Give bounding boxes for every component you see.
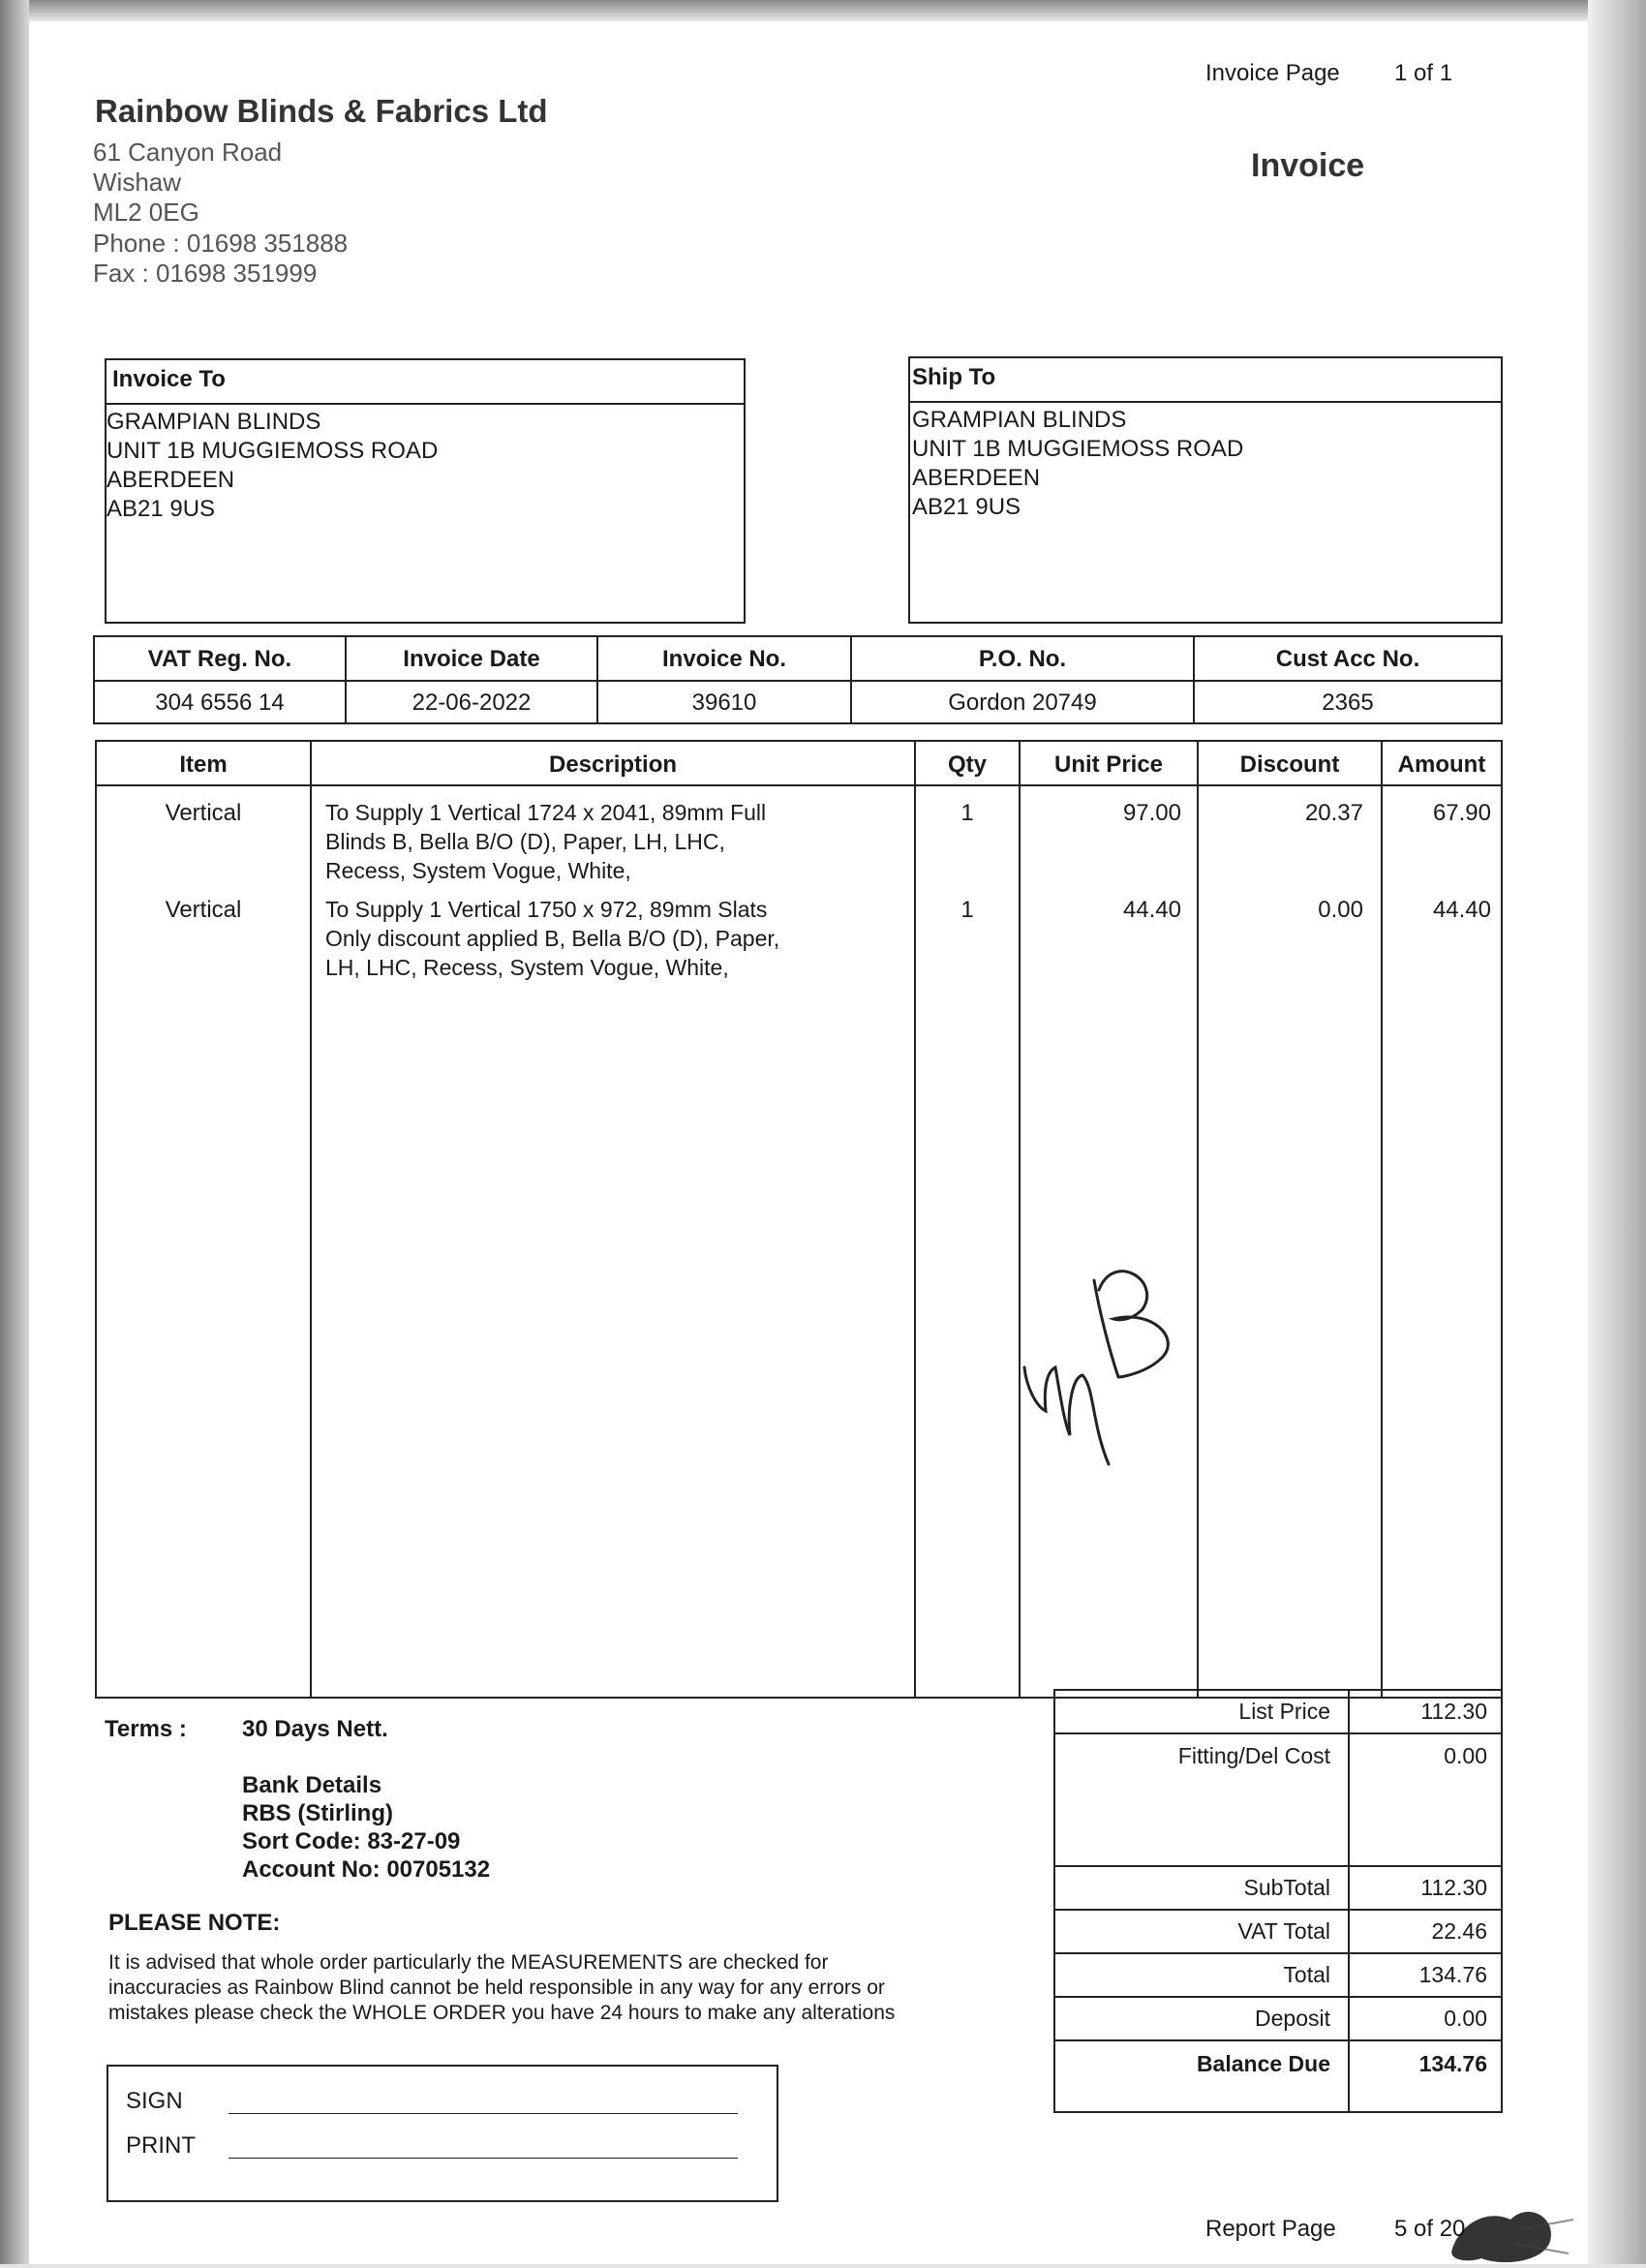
bank-sort-code: Sort Code: 83-27-09 <box>242 1828 461 1854</box>
vat-total-value: 22.46 <box>1431 1918 1487 1944</box>
terms-value: 30 Days Nett. <box>242 1716 388 1742</box>
col-header-description: Description <box>548 751 678 778</box>
report-page-value: 5 of 20 <box>1394 2216 1466 2242</box>
sign-label: SIGN <box>126 2088 183 2114</box>
please-note-line-3: mistakes please check the WHOLE ORDER you have 24 hours to make any alterations <box>108 2002 896 2024</box>
col-header-qty: Qty <box>947 751 987 778</box>
col-header-amount: Amount <box>1397 751 1486 778</box>
invoice-meta-table <box>93 635 1503 724</box>
row-2-desc-1: To Supply 1 Vertical 1750 x 972, 89mm Slats <box>325 897 768 922</box>
page-label: Invoice Page <box>1205 60 1340 86</box>
row-2-item: Vertical <box>165 897 242 923</box>
ship-to-line-1: GRAMPIAN BLINDS <box>912 407 1127 433</box>
row-1-desc-1: To Supply 1 Vertical 1724 x 2041, 89mm Full <box>325 800 767 825</box>
handwritten-initials-signature <box>1017 1232 1201 1484</box>
ship-to-line-2: UNIT 1B MUGGIEMOSS ROAD <box>912 436 1244 462</box>
please-note-line-2: inaccuracies as Rainbow Blind cannot be held responsible in any way for any errors or <box>108 1977 885 1999</box>
ink-smudge <box>1423 2191 1578 2268</box>
invoice-to-line-3: ABERDEEN <box>107 467 235 493</box>
please-note-line-1: It is advised that whole order particularly the MEASUREMENTS are checked for <box>108 1951 829 1974</box>
meta-header-cust-acc: Cust Acc No. <box>1275 646 1420 672</box>
bank-name: RBS (Stirling) <box>242 1800 393 1826</box>
row-1-amount: 67.90 <box>1432 800 1491 826</box>
invoice-to-header: Invoice To <box>112 366 226 392</box>
col-header-item: Item <box>179 751 228 778</box>
list-price-label: List Price <box>1238 1699 1330 1724</box>
meta-value-cust-acc: 2365 <box>1322 690 1374 716</box>
deposit-label: Deposit <box>1255 2006 1330 2031</box>
col-header-discount: Discount <box>1239 751 1340 778</box>
print-label: PRINT <box>126 2132 196 2159</box>
document-title: Invoice <box>1251 147 1365 184</box>
list-price-value: 112.30 <box>1420 1699 1487 1724</box>
ship-to-box <box>908 356 1503 624</box>
company-phone: Phone : 01698 351888 <box>93 229 349 258</box>
subtotal-label: SubTotal <box>1243 1875 1330 1900</box>
sign-print-box <box>107 2065 778 2202</box>
line-items-table <box>95 740 1503 1699</box>
company-address-1: 61 Canyon Road <box>93 138 283 167</box>
terms-label: Terms : <box>105 1716 187 1742</box>
meta-header-vat: VAT Reg. No. <box>147 646 292 672</box>
row-2-desc-2: Only discount applied B, Bella B/O (D), Paper, <box>325 926 780 951</box>
invoice-to-line-4: AB21 9US <box>107 496 216 522</box>
fitting-label: Fitting/Del Cost <box>1177 1743 1330 1768</box>
fitting-value: 0.00 <box>1444 1743 1487 1768</box>
sign-line[interactable] <box>229 2113 738 2114</box>
row-1-item: Vertical <box>165 800 242 826</box>
deposit-value: 0.00 <box>1444 2006 1487 2031</box>
company-address-2: Wishaw <box>93 168 182 197</box>
balance-due-value: 134.76 <box>1418 2051 1487 2076</box>
meta-header-date: Invoice Date <box>403 646 540 672</box>
ship-to-header: Ship To <box>912 364 996 390</box>
meta-value-invoice-no: 39610 <box>691 690 757 716</box>
row-2-amount: 44.40 <box>1432 897 1491 923</box>
page-value: 1 of 1 <box>1394 60 1453 86</box>
subtotal-value: 112.30 <box>1420 1875 1487 1900</box>
report-page-label: Report Page <box>1205 2216 1336 2242</box>
company-address-3: ML2 0EG <box>93 198 199 227</box>
please-note-title: PLEASE NOTE: <box>108 1910 281 1936</box>
scan-left-edge <box>0 0 29 2264</box>
ship-to-line-4: AB21 9US <box>912 494 1021 520</box>
row-2-desc-3: LH, LHC, Recess, System Vogue, White, <box>325 955 729 980</box>
meta-value-vat: 304 6556 14 <box>155 690 285 716</box>
meta-header-po: P.O. No. <box>978 646 1067 672</box>
print-line[interactable] <box>229 2158 738 2159</box>
ship-to-line-3: ABERDEEN <box>912 465 1041 491</box>
row-1-qty: 1 <box>960 800 974 826</box>
col-header-unit-price: Unit Price <box>1053 751 1164 778</box>
company-fax: Fax : 01698 351999 <box>93 259 318 288</box>
scan-right-edge <box>1588 0 1646 2264</box>
balance-due-label: Balance Due <box>1196 2051 1330 2076</box>
invoice-to-line-1: GRAMPIAN BLINDS <box>107 409 321 435</box>
meta-header-invoice-no: Invoice No. <box>661 646 787 672</box>
row-1-desc-2: Blinds B, Bella B/O (D), Paper, LH, LHC, <box>325 829 725 854</box>
row-1-desc-3: Recess, System Vogue, White, <box>325 858 631 883</box>
total-label: Total <box>1283 1962 1330 1987</box>
totals-box <box>1053 1689 1503 2113</box>
row-2-qty: 1 <box>960 897 974 923</box>
meta-value-date: 22-06-2022 <box>412 690 532 716</box>
bank-details-title: Bank Details <box>242 1772 382 1798</box>
row-1-discount: 20.37 <box>1304 800 1363 826</box>
scan-top-edge <box>0 0 1646 21</box>
bank-account-no: Account No: 00705132 <box>242 1856 491 1883</box>
row-1-unit-price: 97.00 <box>1122 800 1181 826</box>
row-2-discount: 0.00 <box>1318 897 1363 923</box>
total-value: 134.76 <box>1418 1962 1487 1987</box>
invoice-to-box <box>105 358 746 624</box>
invoice-page <box>29 21 1588 2264</box>
row-2-unit-price: 44.40 <box>1122 897 1181 923</box>
vat-total-label: VAT Total <box>1237 1918 1330 1944</box>
invoice-to-line-2: UNIT 1B MUGGIEMOSS ROAD <box>107 438 439 464</box>
meta-value-po: Gordon 20749 <box>948 690 1097 716</box>
company-name: Rainbow Blinds & Fabrics Ltd <box>95 93 548 129</box>
